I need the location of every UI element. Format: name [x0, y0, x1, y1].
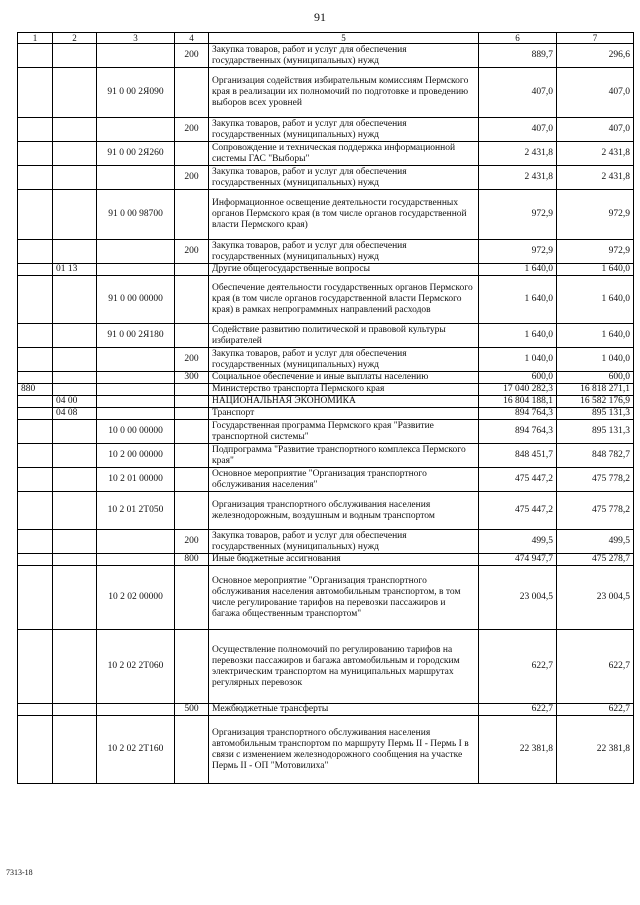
ministry-code-cell — [18, 348, 53, 372]
amount-2019-cell: 622,7 — [479, 630, 557, 704]
amount-2020-cell: 622,7 — [557, 704, 634, 716]
section-code-cell — [53, 554, 97, 566]
header-cell: 5 — [209, 33, 479, 44]
ministry-code-cell — [18, 704, 53, 716]
amount-2019-cell: 475 447,2 — [479, 468, 557, 492]
section-code-cell — [53, 68, 97, 118]
ministry-code-cell — [18, 630, 53, 704]
amount-2019-cell: 972,9 — [479, 190, 557, 240]
expense-type-cell — [175, 142, 209, 166]
item-name-cell: Закупка товаров, работ и услуг для обеспечения государственных (муниципальных) нужд — [209, 530, 479, 554]
section-code-cell — [53, 166, 97, 190]
expense-type-cell — [175, 264, 209, 276]
amount-2020-cell: 407,0 — [557, 118, 634, 142]
section-code-cell — [53, 348, 97, 372]
item-name-cell: Закупка товаров, работ и услуг для обеспечения государственных (муниципальных) нужд — [209, 44, 479, 68]
target-article-cell — [97, 408, 175, 420]
table-row — [18, 408, 634, 420]
amount-2020-cell: 475 778,2 — [557, 492, 634, 530]
section-code-cell — [53, 530, 97, 554]
section-code-cell — [53, 240, 97, 264]
ministry-code-cell — [18, 142, 53, 166]
section-code-cell — [53, 44, 97, 68]
table-row — [18, 492, 634, 530]
amount-2020-cell: 972,9 — [557, 240, 634, 264]
section-code-cell — [53, 384, 97, 396]
amount-2019-cell: 1 040,0 — [479, 348, 557, 372]
item-name-cell: Министерство транспорта Пермского края — [209, 384, 479, 396]
section-code-cell — [53, 372, 97, 384]
ministry-code-cell — [18, 468, 53, 492]
amount-2019-cell: 17 040 282,3 — [479, 384, 557, 396]
item-name-cell: Транспорт — [209, 408, 479, 420]
item-name-cell: НАЦИОНАЛЬНАЯ ЭКОНОМИКА — [209, 396, 479, 408]
expense-type-cell — [175, 492, 209, 530]
expense-type-cell — [175, 324, 209, 348]
table-row — [18, 264, 634, 276]
amount-2019-cell: 622,7 — [479, 704, 557, 716]
amount-2020-cell: 22 381,8 — [557, 716, 634, 784]
table-row — [18, 372, 634, 384]
item-name-cell: Межбюджетные трансферты — [209, 704, 479, 716]
item-name-cell: Обеспечение деятельности государственных органов Пермского края (в том числе органов государственной власти Пермского края) в рамках непрограммных направлений расходов — [209, 276, 479, 324]
target-article-cell: 10 2 01 2Т050 — [97, 492, 175, 530]
amount-2020-cell: 895 131,3 — [557, 420, 634, 444]
table-row — [18, 468, 634, 492]
table-row — [18, 348, 634, 372]
table-row — [18, 396, 634, 408]
amount-2020-cell: 1 640,0 — [557, 276, 634, 324]
item-name-cell: Другие общегосударственные вопросы — [209, 264, 479, 276]
header-cell: 2 — [53, 33, 97, 44]
table-row — [18, 630, 634, 704]
item-name-cell: Государственная программа Пермского края "Развитие транспортной системы" — [209, 420, 479, 444]
section-code-cell — [53, 190, 97, 240]
section-code-cell — [53, 118, 97, 142]
expense-type-cell — [175, 396, 209, 408]
table-body — [18, 44, 634, 784]
target-article-cell — [97, 530, 175, 554]
item-name-cell: Иные бюджетные ассигнования — [209, 554, 479, 566]
amount-2020-cell: 1 640,0 — [557, 324, 634, 348]
expense-type-cell: 200 — [175, 166, 209, 190]
document-code: 7313-18 — [6, 868, 33, 877]
ministry-code-cell — [18, 554, 53, 566]
target-article-cell: 10 0 00 00000 — [97, 420, 175, 444]
target-article-cell: 91 0 00 98700 — [97, 190, 175, 240]
table-row — [18, 44, 634, 68]
item-name-cell: Основное мероприятие "Организация транспортного обслуживания населения" — [209, 468, 479, 492]
target-article-cell: 10 2 02 00000 — [97, 566, 175, 630]
target-article-cell: 10 2 02 2Т160 — [97, 716, 175, 784]
amount-2019-cell: 2 431,8 — [479, 142, 557, 166]
target-article-cell — [97, 240, 175, 264]
target-article-cell — [97, 396, 175, 408]
ministry-code-cell — [18, 372, 53, 384]
budget-table — [17, 32, 634, 784]
header-cell: 1 — [18, 33, 53, 44]
amount-2019-cell: 407,0 — [479, 68, 557, 118]
amount-2019-cell: 889,7 — [479, 44, 557, 68]
target-article-cell: 91 0 00 2Я260 — [97, 142, 175, 166]
section-code-cell: 04 00 — [53, 396, 97, 408]
target-article-cell — [97, 348, 175, 372]
table-row — [18, 566, 634, 630]
amount-2020-cell: 499,5 — [557, 530, 634, 554]
amount-2019-cell: 474 947,7 — [479, 554, 557, 566]
section-code-cell — [53, 704, 97, 716]
expense-type-cell — [175, 468, 209, 492]
table-row — [18, 324, 634, 348]
amount-2020-cell: 895 131,3 — [557, 408, 634, 420]
expense-type-cell — [175, 716, 209, 784]
amount-2020-cell: 23 004,5 — [557, 566, 634, 630]
amount-2019-cell: 1 640,0 — [479, 324, 557, 348]
section-code-cell — [53, 444, 97, 468]
section-code-cell — [53, 468, 97, 492]
target-article-cell — [97, 118, 175, 142]
amount-2019-cell: 600,0 — [479, 372, 557, 384]
ministry-code-cell — [18, 276, 53, 324]
expense-type-cell — [175, 566, 209, 630]
amount-2020-cell: 622,7 — [557, 630, 634, 704]
target-article-cell — [97, 166, 175, 190]
amount-2019-cell: 499,5 — [479, 530, 557, 554]
ministry-code-cell — [18, 530, 53, 554]
section-code-cell — [53, 630, 97, 704]
table-row — [18, 704, 634, 716]
ministry-code-cell — [18, 566, 53, 630]
amount-2020-cell: 2 431,8 — [557, 166, 634, 190]
section-code-cell — [53, 324, 97, 348]
ministry-code-cell — [18, 408, 53, 420]
item-name-cell: Закупка товаров, работ и услуг для обеспечения государственных (муниципальных) нужд — [209, 166, 479, 190]
amount-2019-cell: 894 764,3 — [479, 408, 557, 420]
expense-type-cell: 200 — [175, 348, 209, 372]
section-code-cell: 04 08 — [53, 408, 97, 420]
expense-type-cell — [175, 408, 209, 420]
header-cell: 3 — [97, 33, 175, 44]
item-name-cell: Организация содействия избирательным комиссиям Пермского края в реализации их полномочий по подготовке и проведению выборов всех уровней — [209, 68, 479, 118]
ministry-code-cell — [18, 190, 53, 240]
amount-2019-cell: 894 764,3 — [479, 420, 557, 444]
amount-2020-cell: 475 278,7 — [557, 554, 634, 566]
expense-type-cell — [175, 420, 209, 444]
item-name-cell: Информационное освещение деятельности государственных органов Пермского края (в том числе органов государственной власти Пермского края) — [209, 190, 479, 240]
target-article-cell: 10 2 02 2Т060 — [97, 630, 175, 704]
table-row — [18, 554, 634, 566]
amount-2019-cell: 1 640,0 — [479, 264, 557, 276]
expense-type-cell: 500 — [175, 704, 209, 716]
table-row — [18, 68, 634, 118]
target-article-cell — [97, 44, 175, 68]
expense-type-cell — [175, 444, 209, 468]
table-row — [18, 118, 634, 142]
table-row — [18, 276, 634, 324]
expense-type-cell: 200 — [175, 530, 209, 554]
ministry-code-cell — [18, 444, 53, 468]
amount-2020-cell: 1 040,0 — [557, 348, 634, 372]
table-row — [18, 240, 634, 264]
item-name-cell: Организация транспортного обслуживания населения железнодорожным, воздушным и водным транспортом — [209, 492, 479, 530]
amount-2020-cell: 16 818 271,1 — [557, 384, 634, 396]
amount-2019-cell: 407,0 — [479, 118, 557, 142]
expense-type-cell: 200 — [175, 240, 209, 264]
section-code-cell — [53, 276, 97, 324]
table-header-row — [18, 33, 634, 44]
ministry-code-cell — [18, 118, 53, 142]
table-row — [18, 142, 634, 166]
amount-2019-cell: 16 804 188,1 — [479, 396, 557, 408]
table-row — [18, 530, 634, 554]
amount-2019-cell: 848 451,7 — [479, 444, 557, 468]
item-name-cell: Закупка товаров, работ и услуг для обеспечения государственных (муниципальных) нужд — [209, 118, 479, 142]
ministry-code-cell — [18, 44, 53, 68]
ministry-code-cell — [18, 166, 53, 190]
expense-type-cell: 200 — [175, 44, 209, 68]
expense-type-cell — [175, 630, 209, 704]
header-cell: 4 — [175, 33, 209, 44]
item-name-cell: Сопровождение и техническая поддержка информационной системы ГАС "Выборы" — [209, 142, 479, 166]
amount-2020-cell: 407,0 — [557, 68, 634, 118]
target-article-cell: 10 2 00 00000 — [97, 444, 175, 468]
amount-2020-cell: 16 582 176,9 — [557, 396, 634, 408]
header-cell: 6 — [479, 33, 557, 44]
amount-2019-cell: 475 447,2 — [479, 492, 557, 530]
ministry-code-cell — [18, 716, 53, 784]
item-name-cell: Содействие развитию политической и правовой культуры избирателей — [209, 324, 479, 348]
target-article-cell — [97, 554, 175, 566]
ministry-code-cell: 880 — [18, 384, 53, 396]
amount-2020-cell: 600,0 — [557, 372, 634, 384]
amount-2019-cell: 972,9 — [479, 240, 557, 264]
header-cell: 7 — [557, 33, 634, 44]
section-code-cell: 01 13 — [53, 264, 97, 276]
table-row — [18, 444, 634, 468]
table-row — [18, 190, 634, 240]
amount-2019-cell: 2 431,8 — [479, 166, 557, 190]
target-article-cell — [97, 372, 175, 384]
expense-type-cell — [175, 190, 209, 240]
table-row — [18, 166, 634, 190]
amount-2020-cell: 296,6 — [557, 44, 634, 68]
ministry-code-cell — [18, 420, 53, 444]
expense-type-cell — [175, 384, 209, 396]
expense-type-cell — [175, 68, 209, 118]
target-article-cell: 91 0 00 00000 — [97, 276, 175, 324]
target-article-cell — [97, 704, 175, 716]
section-code-cell — [53, 716, 97, 784]
amount-2019-cell: 22 381,8 — [479, 716, 557, 784]
amount-2020-cell: 848 782,7 — [557, 444, 634, 468]
item-name-cell: Закупка товаров, работ и услуг для обеспечения государственных (муниципальных) нужд — [209, 348, 479, 372]
target-article-cell: 91 0 00 2Я180 — [97, 324, 175, 348]
amount-2020-cell: 1 640,0 — [557, 264, 634, 276]
target-article-cell — [97, 384, 175, 396]
table-row — [18, 384, 634, 396]
ministry-code-cell — [18, 324, 53, 348]
table-row — [18, 420, 634, 444]
expense-type-cell: 200 — [175, 118, 209, 142]
expense-type-cell — [175, 276, 209, 324]
target-article-cell: 10 2 01 00000 — [97, 468, 175, 492]
ministry-code-cell — [18, 492, 53, 530]
item-name-cell: Основное мероприятие "Организация транспортного обслуживания населения автомобильным транспортом, в том числе регулирование тарифов на перевозки пассажиров и багажа общественным транспортом" — [209, 566, 479, 630]
amount-2020-cell: 972,9 — [557, 190, 634, 240]
section-code-cell — [53, 492, 97, 530]
amount-2020-cell: 2 431,8 — [557, 142, 634, 166]
amount-2019-cell: 23 004,5 — [479, 566, 557, 630]
target-article-cell: 91 0 00 2Я090 — [97, 68, 175, 118]
amount-2019-cell: 1 640,0 — [479, 276, 557, 324]
expense-type-cell: 300 — [175, 372, 209, 384]
expense-type-cell: 800 — [175, 554, 209, 566]
item-name-cell: Осуществление полномочий по регулированию тарифов на перевозки пассажиров и багажа автомобильным и городским электрическим транспортом на муниципальных маршрутах регулярных перевозок — [209, 630, 479, 704]
ministry-code-cell — [18, 68, 53, 118]
item-name-cell: Организация транспортного обслуживания населения автомобильным транспортом по маршруту Пермь II - Пермь I в связи с изменением железнодорожного сообщения на участке Пермь II - ОП "Мотовилиха" — [209, 716, 479, 784]
ministry-code-cell — [18, 264, 53, 276]
section-code-cell — [53, 566, 97, 630]
item-name-cell: Социальное обеспечение и иные выплаты населению — [209, 372, 479, 384]
ministry-code-cell — [18, 240, 53, 264]
item-name-cell: Закупка товаров, работ и услуг для обеспечения государственных (муниципальных) нужд — [209, 240, 479, 264]
page-number: 91 — [314, 10, 326, 24]
section-code-cell — [53, 420, 97, 444]
target-article-cell — [97, 264, 175, 276]
item-name-cell: Подпрограмма "Развитие транспортного комплекса Пермского края" — [209, 444, 479, 468]
amount-2020-cell: 475 778,2 — [557, 468, 634, 492]
ministry-code-cell — [18, 396, 53, 408]
section-code-cell — [53, 142, 97, 166]
table-row — [18, 716, 634, 784]
